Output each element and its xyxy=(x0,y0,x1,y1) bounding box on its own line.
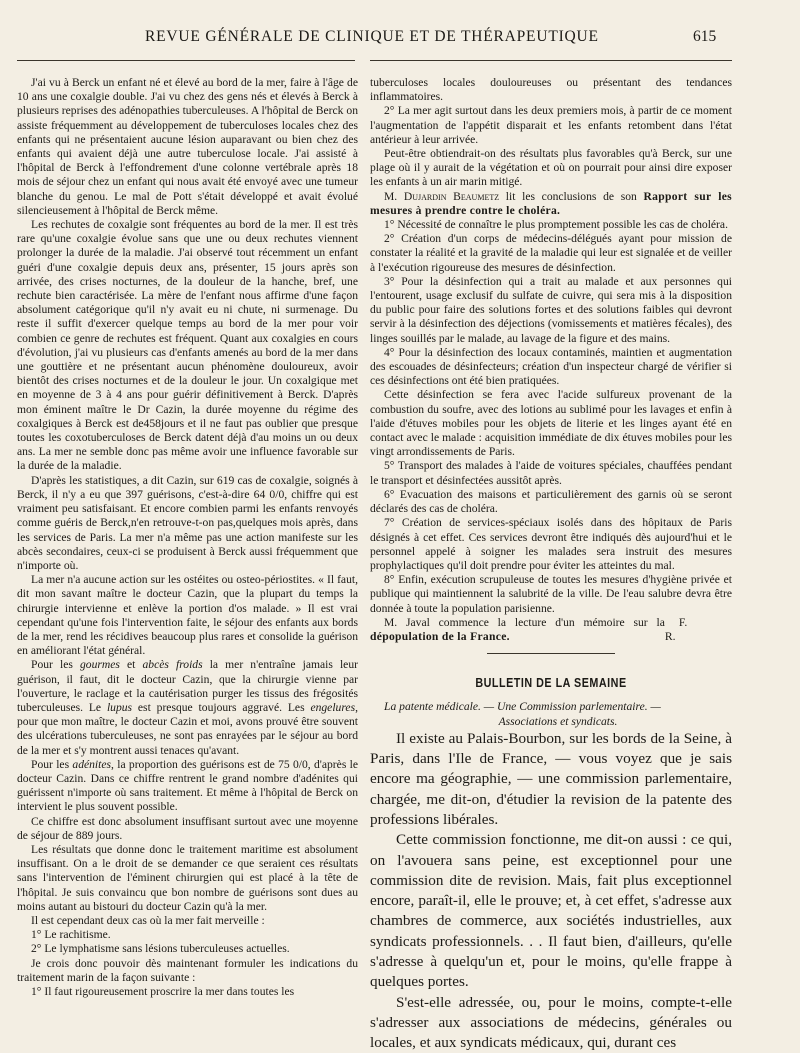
paragraph: Les résultats que donne donc le traitement maritime est absolument insuffisant. On a le droit de se demander ce que seraient ces résultats sans l'intervention de l'éminent chirurgien qui est placé à la tête de l'hôpital. Je suis convaincu que bon nombre de guérisons sont dues au moins autant au bistouri du docteur Cazin qu'à la mer. xyxy=(17,842,358,913)
paragraph: Cette désinfection se fera avec l'acide sulfureux provenant de la combustion du soufre, avec des lotions au sublimé pour les lavages et enfin à l'aide d'étuves mobiles pour les objets de literie et les linges ayant été en contact avec le malade : acquisition immédiate de dix étuves mobiles pour les vingt arrondissements de Paris. xyxy=(370,388,732,459)
page-number: 615 xyxy=(693,28,717,45)
text-run: lit les conclusions de son xyxy=(499,189,644,203)
text-run: est presque toujours aggravé. Les xyxy=(132,700,311,714)
text-run: la mer n'entraîne jamais leur guérison, il faut, dit le docteur Cazin, que la chirurgie vienne par l'ouverture, le raclage et la cautérisation purger les tissus des frégosités tuberculeuses. Le xyxy=(17,658,358,714)
author-name: Dujardin Beaumetz xyxy=(403,189,500,203)
list-item: 6° Evacuation des maisons et particulièrement des garnis où se seront déclarés des cas de choléra. xyxy=(370,487,732,516)
text-run: M. Javal commence la lecture d'un mémoire sur la xyxy=(384,615,665,629)
running-title: REVUE GÉNÉRALE DE CLINIQUE ET DE THÉRAPEUTIQUE xyxy=(145,28,599,45)
list-item: 5° Transport des malades à l'aide de voitures spéciales, chauffées pendant le transport et désinfectées aussitôt après. xyxy=(370,459,732,487)
paragraph: D'après les statistiques, a dit Cazin, sur 619 cas de coxalgie, soignés à Berck, il n'y a eu que 397 guérisons, c'est-à-dire 64 0/0, chiffre qui est vraiment peu satisfaisant. Et encore combien parmi les enfants renvoyés comme guéris de Berck,n'en retrouve-t-on pas,quelques mois après, dans les services de Paris. La mer n'a même pas une action manifeste sur les abcès secondaires, ceux-ci se produisent à Berck aussi fréquemment que n'importe où. xyxy=(17,473,358,572)
text-run: Pour les xyxy=(31,757,73,771)
paragraph: J'ai vu à Berck un enfant né et élevé au bord de la mer, faire à l'âge de 10 ans une coxalgie double. J'ai vu chez des gens nés et élevés à Berck à plusieurs reprises des adénopathies tuberculeuses. A l'hôpital de Berck on assiste fréquemment au développement de tuberculoses locales chez des enfants qui ne présentaient aucune lésion auparavant ou bien chez des enfants qui avaient déjà une autre tuberculose locale. J'ai assisté à l'hôpital de Berck à l'effondrement d'une colonne vertébrale après 18 mois de séjour chez un enfant qui nous avait été envoyé avec une tumeur blanche du genou. Le mal de Pott s'était développé et avait évolué silencieusement à l'hôpital de Berck même. xyxy=(17,76,358,217)
bulletin-body xyxy=(370,729,732,1053)
italic-term: lupus xyxy=(106,700,133,714)
memoir-title: dépopulation de la France. xyxy=(370,629,510,643)
list-item: 1° Nécessité de connaître le plus promptement possible les cas de choléra. xyxy=(384,218,728,232)
text-run: M. xyxy=(384,189,404,203)
text-run xyxy=(370,616,665,644)
paragraph: Je crois donc pouvoir dès maintenant formuler les indications du traitement marin de la façon suivante : xyxy=(17,956,358,984)
paragraph: Cette commission fonctionne, me dit-on aussi : ce qui, on l'avouera sans peine, est exceptionnel pour une commission dite de revision. Mais, fait plus exceptionnel encore, paraît-il, elle le prouve; et, à cet effet, s'adresse aux chambres de commerce, aux sociétés industrielles, aux syndicats professionnels. . . Il faut bien, d'ailleurs, qu'elle s'adresse à quelqu'un et, pour le moins, qu'elle frappe à quelques portes. xyxy=(370,831,732,991)
subheading: Associations et syndicats. xyxy=(498,714,618,728)
section-divider xyxy=(487,653,615,654)
right-column xyxy=(370,76,732,1053)
list-item: 3° Pour la désinfection qui a trait au malade et aux personnes qui l'entourent, usage exclusif du sulfate de cuivre, qui sera mis à la disposition du public pour faire des solutions fortes et des solutions faibles qui devront servir à la désinfection des déjections (vomissements et matières fécales), des linges souillés par le malade, au lavage de la figure et des mains. xyxy=(370,274,732,345)
section-heading: BULLETIN DE LA SEMAINE xyxy=(475,676,627,691)
italic-term: abcès froids xyxy=(142,658,203,672)
paragraph: Les rechutes de coxalgie sont fréquentes au bord de la mer. Il est très rare qu'une coxalgie évolue sans que une ou deux rechutes viennent prolonger la durée de la maladie. J'ai observé tout récemment un enfant guéri d'une coxalgie depuis deux ans, présenter, 15 jours après son arrivée, des crises nocturnes, de la douleur de la hanche, bref, une rechute bien caractérisée. La mère de l'enfant nous affirme d'une façon absolument catégorique qu'il n'y avait eu ni chute, ni surmenage. Du reste il suffit d'exercer quelque temps au bord de la mer pour voir combien ce genre de rechutes est fréquent. Quant aux coxalgies en cours d'évolution, j'ai vu plusieurs cas d'enfants amenés au bord de la mer dans une gouttière et ne présentant aucun phénomène douloureux, avoir bientôt des crises nocturnes et de la douleur le jour. Un coxalgique met en moyenne de 3 à 4 ans pour guérir définitivement à Berck. D'après mon éminent maître le Dr Cazin, la durée moyenne du régime des coxalgiques à Berck est de458jours et il ne faut pas oublier que presque toutes les coxotuberculoses de Berck datent déjà d'au moins un ou deux ans. La mer ne semble donc pas même avoir une influence favorable sur la durée de la maladie. xyxy=(17,218,358,473)
paragraph xyxy=(370,190,732,218)
paragraph: tuberculoses locales douloureuses ou présentant des tendances inflammatoires. xyxy=(370,76,732,104)
text-run: , pour que mon maître, le docteur Cazin et moi, avons prouvé être souvent des ulcérations tuberculeuses, ne sont pas enrayées par le séjour au bord de la mer et s'y montrent aussi tenaces qu'avant. xyxy=(17,700,358,757)
paragraph xyxy=(17,758,358,815)
list-item: 2° La mer agit surtout dans les deux premiers mois, à partir de ce moment l'augmentation de l'appétit disparait et les enfants retombent dans l'état antérieur à leur arrivée. xyxy=(370,104,732,146)
text-run: Pour les xyxy=(31,658,80,672)
signature: F. R. xyxy=(664,615,688,643)
paragraph: S'est-elle adressée, ou, pour le moins, compte-t-elle s'adresser aux associations de médecins, générales ou locales, et aux syndicats médicaux, qui, durant ces xyxy=(370,993,732,1052)
paragraph xyxy=(17,658,358,757)
list-item: 4° Pour la désinfection des locaux contaminés, maintien et augmentation des escouades de désinfecteurs; création d'un inspecteur chargé de vérifier si ces désinfections ont été bien pratiquées. xyxy=(370,345,732,388)
header-rule-left xyxy=(17,60,355,61)
list-item: 1° Le rachitisme. xyxy=(31,928,111,942)
list-item: 2° Le lymphatisme sans lésions tuberculeuses actuelles. xyxy=(31,942,290,956)
left-column xyxy=(17,76,358,999)
paragraph xyxy=(370,616,732,644)
italic-term: adénites xyxy=(72,757,112,771)
text-run: , la proportion des guérisons est de 75 0/0, d'après le docteur Cazin. Dans ce chiffre rentrent le grand nombre d'adénites qui guérissent n'importe où sans traitement. Et même à l'hôpital de Berck on intervient le plus souvent possible. xyxy=(17,757,358,814)
paragraph: Ce chiffre est donc absolument insuffisant surtout avec une moyenne de séjour de 889 jours. xyxy=(17,814,358,842)
italic-term: gourmes xyxy=(79,658,120,672)
list-item: 1° Il faut rigoureusement proscrire la mer dans toutes les xyxy=(31,985,295,998)
paragraph: Il existe au Palais-Bourbon, sur les bords de la Seine, à Paris, dans l'Ile de France, — vous voyez que je sais encore ma géographie, — une commission parlementaire, chargée, me dit-on, d'étudier la revision de la patente des professions libérales. xyxy=(370,729,732,828)
report-title: Rapport sur les mesures à prendre contre le choléra. xyxy=(370,189,732,217)
italic-term: engelures xyxy=(310,700,356,714)
list-item: 2° Création d'un corps de médecins-délégués ayant pour mission de constater la réalité et la gravité de la maladie qui leur est signalée et de veiller à l'exécution rigoureuse des mesures de désinfection. xyxy=(370,232,732,274)
paragraph: Il est cependant deux cas où la mer fait merveille : xyxy=(31,913,265,927)
list-item: 7° Création de services-spéciaux isolés dans des hôpitaux de Paris désignés à cet effet. Ces services devront être indiqués dès aujourd'hui et le personnel appelé à soigner les malades sera instruit des mesures prophylactiques qu'il doit prendre pour éviter les atteintes du mal. xyxy=(370,516,732,572)
paragraph: La mer n'a aucune action sur les ostéites ou osteo-périostites. « Il faut, dit mon savant maître le docteur Cazin, que la plupart du temps la chirurgie intervienne et enlève la portion d'os malade. » Il est vrai cependant qu'une fois l'intervention faite, le séjour des enfants aux bords de la mer, rend les récidives beaucoup plus rares et consolide la guérison en améliorant l'état général. xyxy=(17,573,358,658)
list-item: 8° Enfin, exécution scrupuleuse de toutes les mesures d'hygiène privée et publique qui maintiennent la salubrité de la ville. De l'eau salubre devra être donnée à toute la population parisienne. xyxy=(370,573,732,615)
text-run: et xyxy=(119,658,143,672)
subheading: La patente médicale. — Une Commission parlementaire. — xyxy=(384,700,661,714)
paragraph: Peut-être obtiendrait-on des résultats plus favorables qu'à Berck, sur une plage où il y aurait de la végétation et où on pourrait pour ainsi dire exposer les enfants à un air marin mitigé. xyxy=(370,147,732,189)
header-rule-right xyxy=(370,60,732,61)
page-header xyxy=(0,28,800,54)
